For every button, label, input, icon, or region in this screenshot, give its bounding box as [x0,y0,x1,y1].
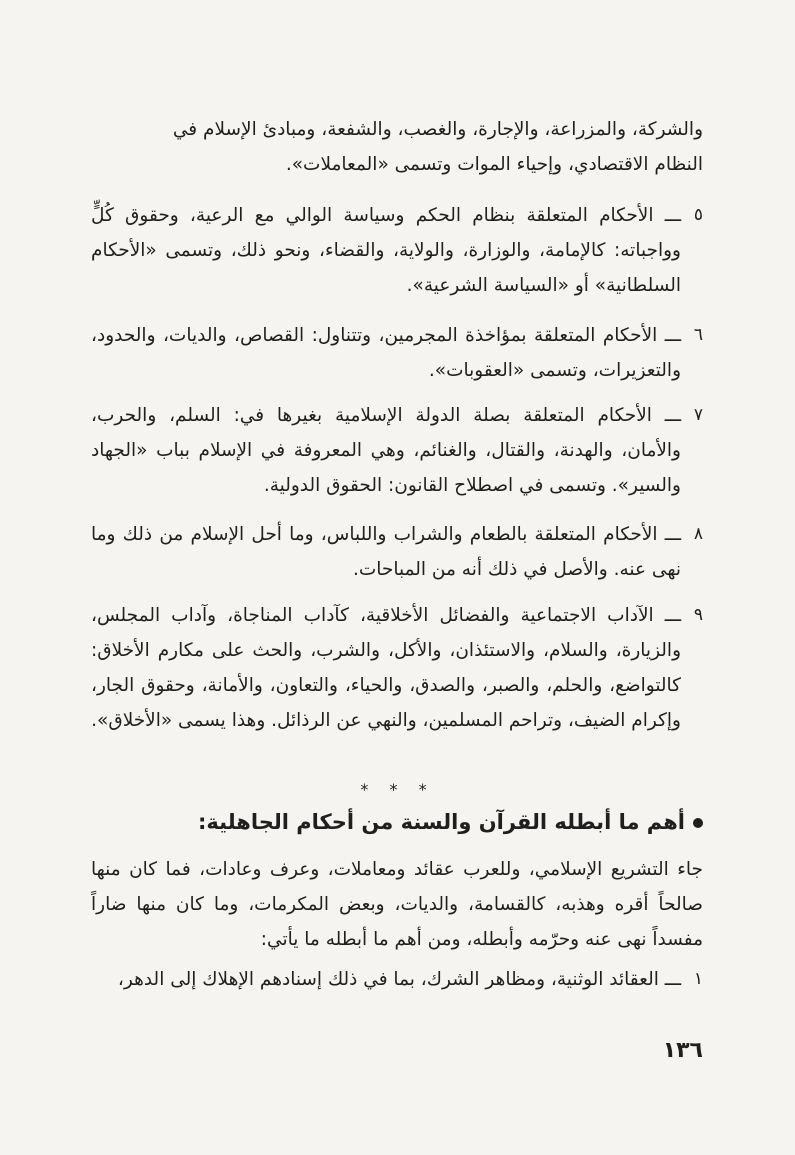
item-text: ـــ الآداب الاجتماعية والفضائل الأخلاقية، كآداب المناجاة، وآداب المجلس، والزيارة، والسلام، والاستئذان، والأكل، والشرب، والحث على مكارم الأخلاق: كالتواضع، والحلم، والصبر، والصدق، والحياء، والتعاون، والأمانة، وحقوق الجار، وإكرام الضيف، وتراحم المسلمين، والنهي عن الرذائل. وهذا يسمى «الأخلاق». [91,605,681,731]
item-number: ٨ [693,524,703,544]
item-text: ـــ العقائد الوثنية، ومظاهر الشرك، بما في ذلك إسنادهم الإهلاك إلى الدهر، [117,969,681,990]
item-number: ٦ [693,325,703,345]
item-number: ٧ [693,405,703,425]
bullet-icon [693,818,703,828]
heading-text: أهم ما أبطله القرآن والسنة من أحكام الجاهلية: [198,810,685,834]
item-number: ٩ [693,605,703,625]
item-9 [91,598,703,738]
item-number: ٥ [693,205,703,225]
item-5 [91,198,703,303]
item-7 [91,398,703,503]
item-1 [91,962,703,997]
page-number: ١٣٦ [662,1038,703,1063]
item-number: ١ [693,969,703,989]
item-text: ـــ الأحكام المتعلقة بمؤاخذة المجرمين، وتتناول: القصاص، والديات، والحدود، والتعزيرات، وتسمى «العقوبات». [91,325,681,381]
paragraph-text: جاء التشريع الإسلامي، وللعرب عقائد ومعاملات، وعرف وعادات، فما كان منها صالحاً أقره وهذبه، كالقسامة، والديات، وبعض المكرمات، وما كان منها ضاراً مفسداً نهى عنه وحرّمه وأبطله، ومن أهم ما أبطله ما يأتي: [91,859,703,950]
item-text: ـــ الأحكام المتعلقة بالطعام والشراب واللباس، وما أحل الإسلام من ذلك وما نهى عنه. والأصل في ذلك أنه من المباحات. [91,524,681,580]
item-6 [91,318,703,388]
intro-line: النظام الاقتصادي، وإحياء الموات وتسمى «المعاملات». [285,154,703,175]
intro-line: والشركة، والمزراعة، والإجارة، والغصب، والشفعة، ومبادئ الإسلام في [172,119,703,140]
section-separator: * * * [360,780,435,799]
body-paragraph [91,852,703,957]
intro-paragraph [91,112,703,182]
item-8 [91,517,703,587]
section-heading [91,805,703,839]
item-text: ـــ الأحكام المتعلقة بنظام الحكم وسياسة الوالي مع الرعية، وحقوق كُلٍّ وواجباته: كالإمامة، والوزارة، والولاية، والقضاء، ونحو ذلك، وتسمى «الأحكام السلطانية» أو «السياسة الشرعية». [91,205,681,296]
item-text: ـــ الأحكام المتعلقة بصلة الدولة الإسلامية بغيرها في: السلم، والحرب، والأمان، والهدنة، والقتال، والغنائم، وهي المعروفة في الإسلام بباب «الجهاد والسير». وتسمى في اصطلاح القانون: الحقوق الدولية. [91,405,681,496]
